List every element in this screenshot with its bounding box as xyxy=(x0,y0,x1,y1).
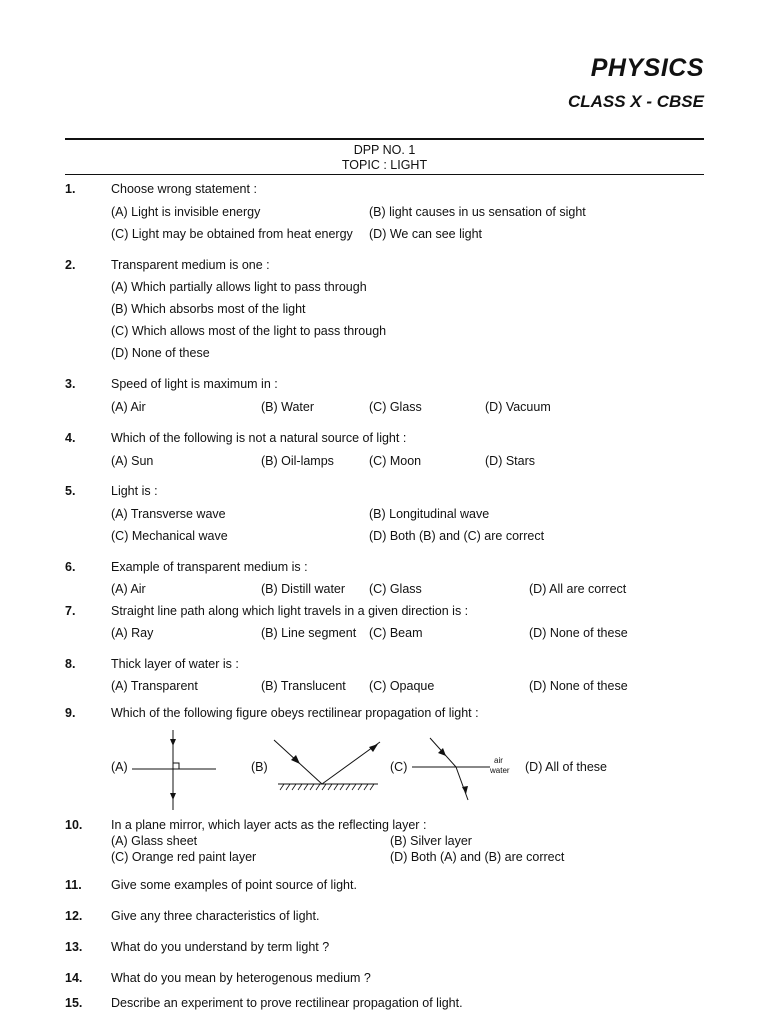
figure-a-perpendicular-rays xyxy=(128,728,220,812)
option-c: (C) Moon xyxy=(369,454,422,468)
question-number: 6. xyxy=(65,560,76,574)
question-text: Thick layer of water is : xyxy=(111,657,239,671)
option-c: (C) Mechanical wave xyxy=(111,529,228,543)
option-b: (B) Which absorbs most of the light xyxy=(111,302,306,316)
subject-title: PHYSICS xyxy=(590,54,704,82)
question-text: Speed of light is maximum in : xyxy=(111,377,278,391)
question-text: Give any three characteristics of light. xyxy=(111,909,320,923)
question-number: 10. xyxy=(65,818,83,832)
question-number: 4. xyxy=(65,431,76,445)
question-text: What do you mean by heterogenous medium ? xyxy=(111,971,371,985)
option-a: (A) xyxy=(111,760,128,774)
option-b: (B) Distill water xyxy=(261,582,346,596)
question-number: 7. xyxy=(65,604,76,618)
option-d: (D) All are correct xyxy=(529,582,627,596)
option-c: (C) xyxy=(390,760,408,774)
option-d: (D) None of these xyxy=(111,346,210,360)
question-number: 15. xyxy=(65,996,83,1010)
option-a: (A) Transverse wave xyxy=(111,507,226,521)
option-c: (C) Orange red paint layer xyxy=(111,850,257,864)
option-c: (C) Light may be obtained from heat energy xyxy=(111,227,353,241)
question-text: Light is : xyxy=(111,484,158,498)
option-d: (D) Both (B) and (C) are correct xyxy=(369,529,545,543)
question-text: Give some examples of point source of light. xyxy=(111,878,357,892)
option-a: (A) Which partially allows light to pass through xyxy=(111,280,367,294)
option-b: (B) Silver layer xyxy=(390,834,472,848)
option-c: (C) Opaque xyxy=(369,679,435,693)
option-d: (D) None of these xyxy=(529,626,628,640)
question-text: Choose wrong statement : xyxy=(111,182,257,196)
question-text: Describe an experiment to prove rectilinear propagation of light. xyxy=(111,996,463,1010)
option-a: (A) Air xyxy=(111,400,146,414)
air-label: air xyxy=(494,756,503,765)
option-b: (B) Oil-lamps xyxy=(261,454,334,468)
option-a: (A) Air xyxy=(111,582,146,596)
question-text: In a plane mirror, which layer acts as the reflecting layer : xyxy=(111,818,427,832)
option-b: (B) Line segment xyxy=(261,626,357,640)
question-text: Straight line path along which light travels in a given direction is : xyxy=(111,604,469,618)
dpp-topic: TOPIC : LIGHT xyxy=(341,158,428,172)
option-d: (D) All of these xyxy=(525,760,607,774)
question-number: 1. xyxy=(65,182,76,196)
option-a: (A) Sun xyxy=(111,454,154,468)
option-b: (B) Water xyxy=(261,400,315,414)
figure-c-refraction xyxy=(410,734,522,804)
question-number: 13. xyxy=(65,940,83,954)
option-c: (C) Which allows most of the light to pass through xyxy=(111,324,387,338)
bottom-rule xyxy=(65,174,704,175)
option-b: (B) Longitudinal wave xyxy=(369,507,490,521)
top-rule xyxy=(65,138,704,140)
option-a: (A) Transparent xyxy=(111,679,198,693)
option-d: (D) Both (A) and (B) are correct xyxy=(390,850,565,864)
question-number: 14. xyxy=(65,971,83,985)
figure-b-mirror-reflection xyxy=(270,734,386,796)
option-d: (D) We can see light xyxy=(369,227,483,241)
class-title: CLASS X - CBSE xyxy=(567,92,704,111)
question-text: Which of the following figure obeys rectilinear propagation of light : xyxy=(111,706,479,720)
question-number: 9. xyxy=(65,706,76,720)
question-number: 5. xyxy=(65,484,76,498)
option-b: (B) xyxy=(251,760,268,774)
question-text: Transparent medium is one : xyxy=(111,258,270,272)
option-a: (A) Ray xyxy=(111,626,154,640)
question-number: 11. xyxy=(65,878,82,892)
option-d: (D) Stars xyxy=(485,454,535,468)
dpp-number: DPP NO. 1 xyxy=(353,143,416,157)
option-c: (C) Glass xyxy=(369,400,422,414)
option-c: (C) Glass xyxy=(369,582,422,596)
question-text: What do you understand by term light ? xyxy=(111,940,330,954)
question-text: Which of the following is not a natural source of light : xyxy=(111,431,407,445)
option-d: (D) Vacuum xyxy=(485,400,551,414)
option-d: (D) None of these xyxy=(529,679,628,693)
option-b: (B) light causes in us sensation of sight xyxy=(369,205,586,219)
option-a: (A) Light is invisible energy xyxy=(111,205,261,219)
water-label: water xyxy=(490,766,510,775)
question-number: 2. xyxy=(65,258,76,272)
option-a: (A) Glass sheet xyxy=(111,834,198,848)
question-number: 8. xyxy=(65,657,76,671)
option-b: (B) Translucent xyxy=(261,679,346,693)
option-c: (C) Beam xyxy=(369,626,423,640)
question-number: 3. xyxy=(65,377,76,391)
question-text: Example of transparent medium is : xyxy=(111,560,308,574)
question-number: 12. xyxy=(65,909,83,923)
